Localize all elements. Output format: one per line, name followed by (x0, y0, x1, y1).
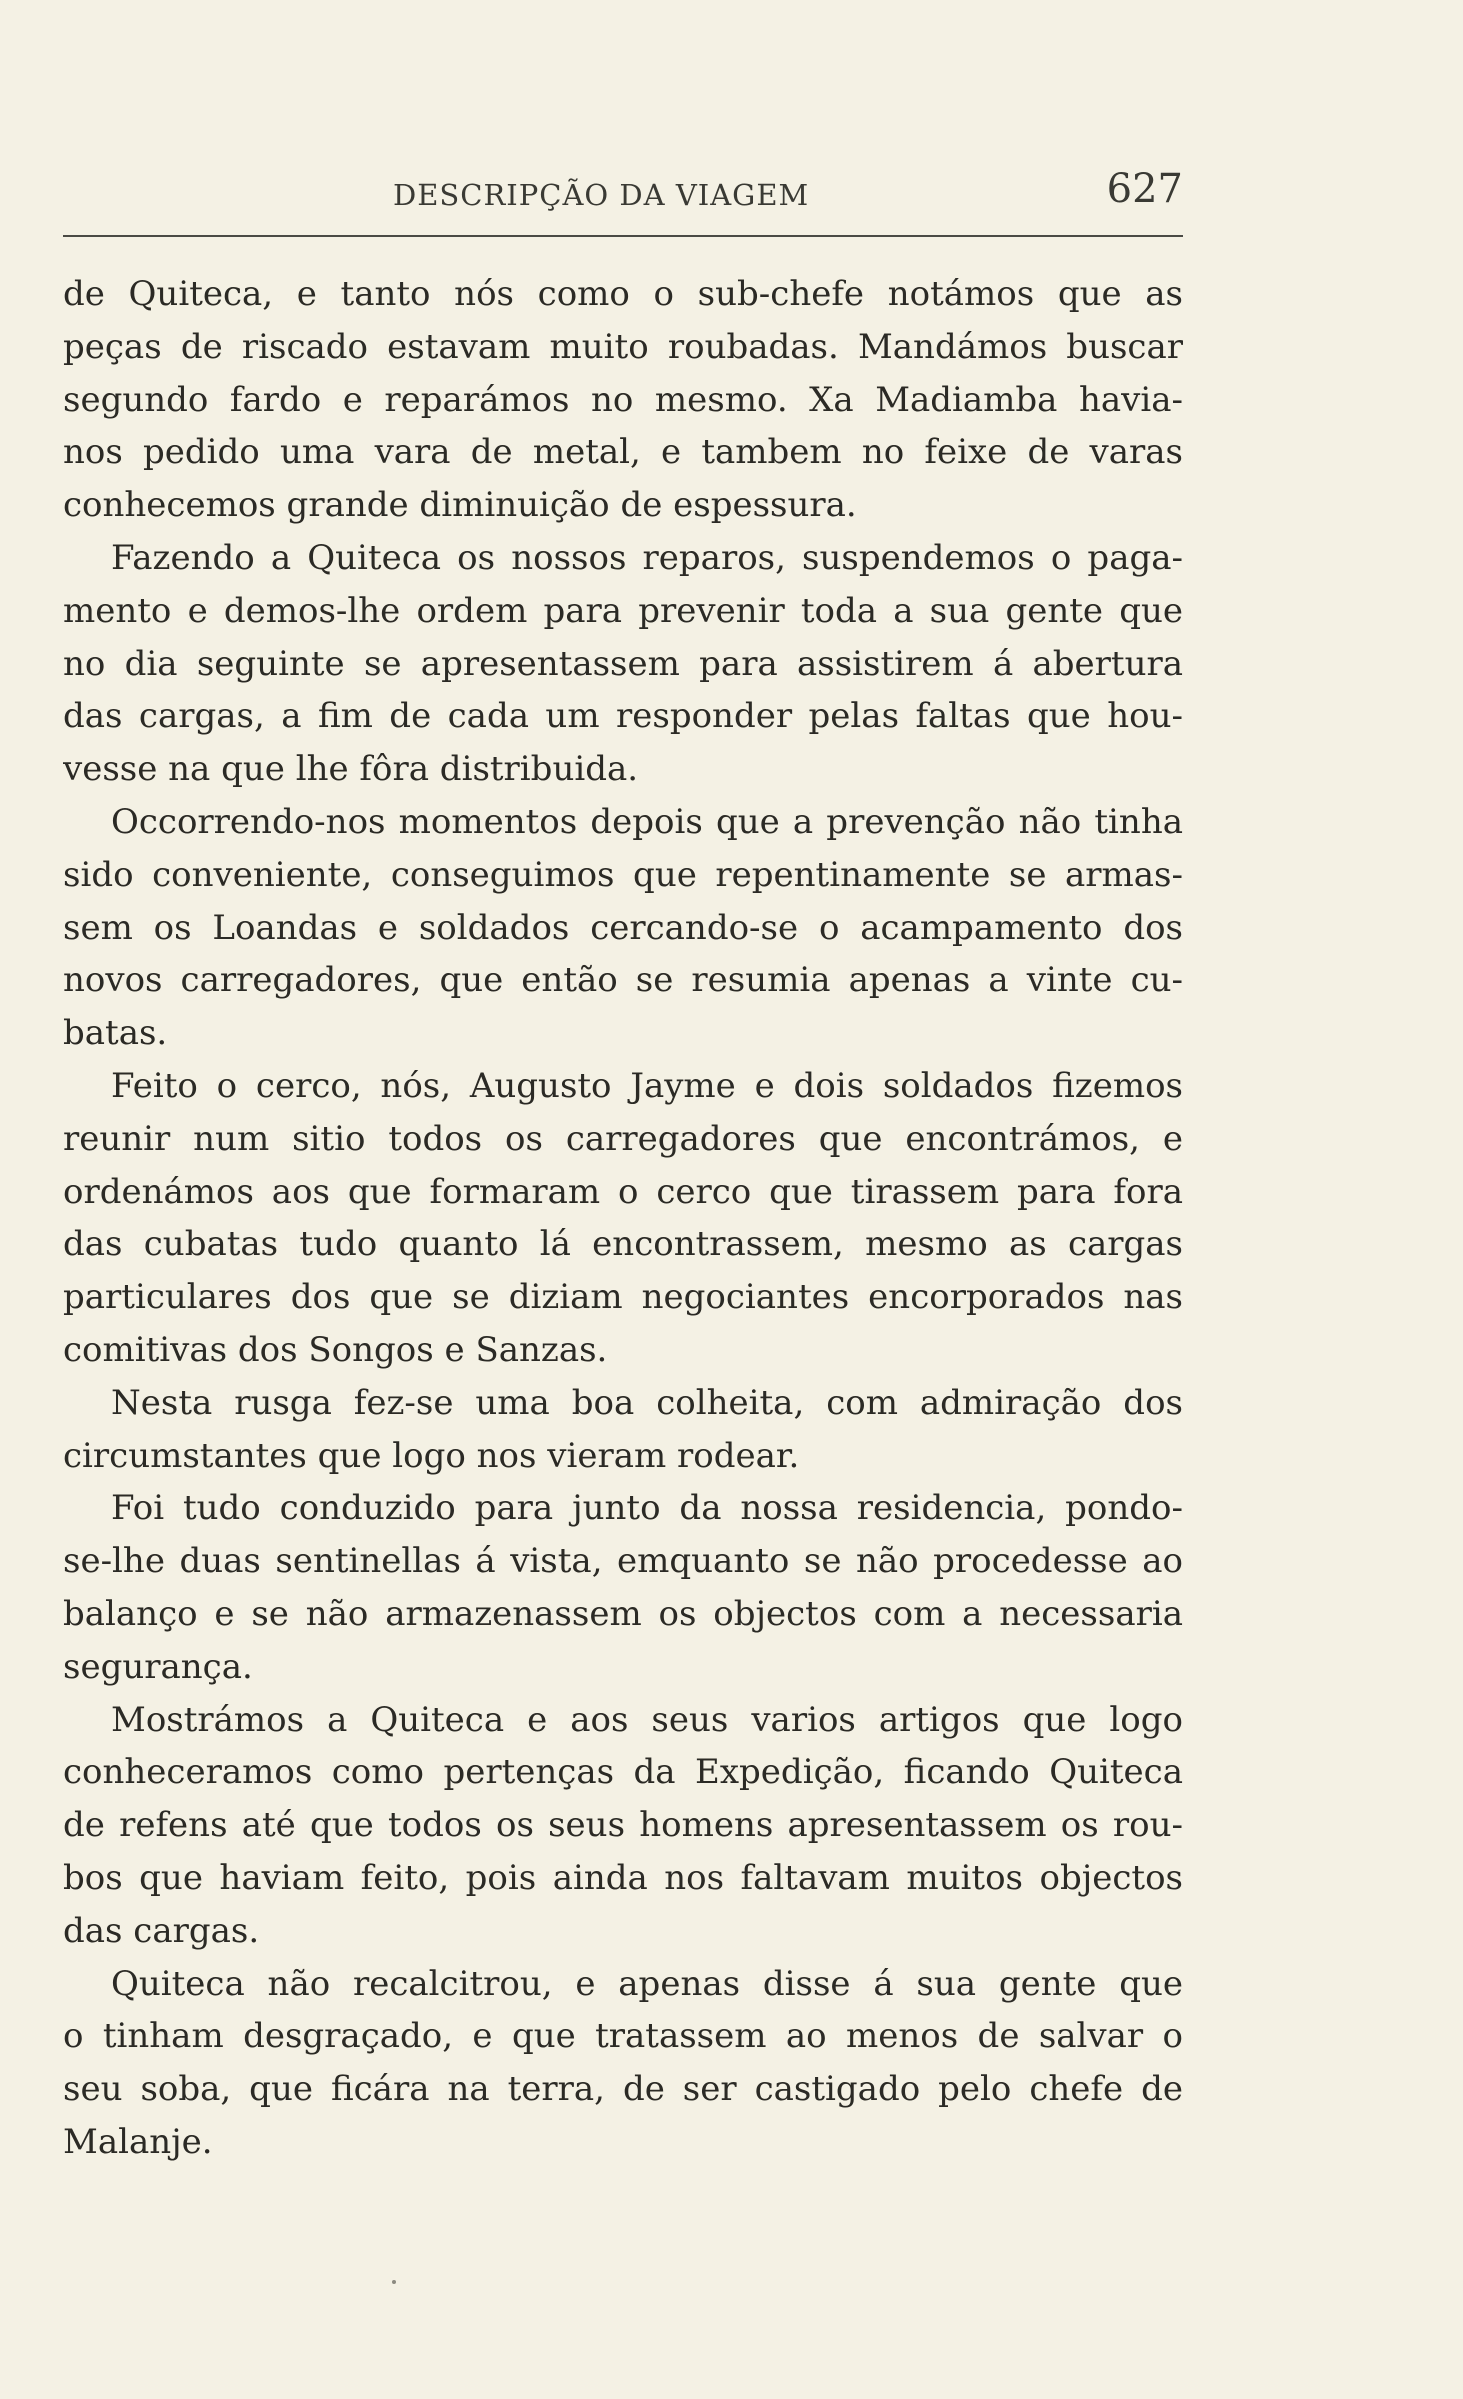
text-line: Mostrámos a Quiteca e aos seus varios artigos que logo (111, 1699, 1183, 1740)
text-line: comitivas dos Songos e Sanzas. (63, 1329, 608, 1370)
text-line: novos carregadores, que então se resumia apenas a vinte cu- (63, 960, 1183, 1001)
text-line: Nesta rusga fez-se uma boa colheita, com admiração dos (111, 1382, 1183, 1423)
text-line: mento e demos-lhe ordem para prevenir toda a sua gente que (63, 590, 1183, 631)
text-line: vesse na que lhe fôra distribuida. (63, 749, 639, 790)
text-line: Feito o cerco, nós, Augusto Jayme e dois soldados fizemos (111, 1065, 1183, 1106)
page-header (63, 166, 1183, 216)
text-line: no dia seguinte se apresentassem para assistirem á abertura (63, 643, 1183, 684)
text-line: batas. (63, 1013, 168, 1054)
text-line: das cargas. (63, 1910, 260, 1951)
text-line: de refens até que todos os seus homens apresentassem os rou- (63, 1805, 1183, 1846)
text-line: circumstantes que logo nos vieram rodear. (63, 1435, 800, 1476)
text-line: nos pedido uma vara de metal, e tambem no feixe de varas (63, 432, 1183, 473)
header-rule (63, 235, 1183, 237)
text-line: reunir num sitio todos os carregadores que encontrámos, e (63, 1118, 1183, 1159)
text-line: segurança. (63, 1646, 253, 1687)
text-line: Foi tudo conduzido para junto da nossa residencia, pondo- (111, 1488, 1183, 1529)
text-line: conhecemos grande diminuição de espessura. (63, 485, 857, 526)
paper-speck (392, 2280, 396, 2284)
text-line: seu soba, que ficára na terra, de ser castigado pelo chefe de (63, 2069, 1183, 2110)
text-line: balanço e se não armazenassem os objectos com a necessaria (63, 1593, 1183, 1634)
text-line: particulares dos que se diziam negociantes encorporados nas (63, 1277, 1183, 1318)
body-text (63, 268, 1183, 2169)
text-line: das cargas, a fim de cada um responder pelas faltas que hou- (63, 696, 1183, 737)
text-line: sido conveniente, conseguimos que repentinamente se armas- (63, 854, 1183, 895)
text-line: de Quiteca, e tanto nós como o sub-chefe notámos que as (63, 274, 1183, 314)
text-line: conheceramos como pertenças da Expedição, ficando Quiteca (63, 1752, 1183, 1793)
text-line: das cubatas tudo quanto lá encontrassem, mesmo as cargas (63, 1224, 1183, 1265)
text-line: Fazendo a Quiteca os nossos reparos, suspendemos o paga- (111, 537, 1183, 578)
text-line: bos que haviam feito, pois ainda nos faltavam muitos objectos (63, 1857, 1183, 1898)
text-line: Occorrendo-nos momentos depois que a prevenção não tinha (111, 801, 1183, 842)
text-line: ordenámos aos que formaram o cerco que tirassem para fora (63, 1171, 1183, 1212)
running-title: DESCRIPÇÃO DA VIAGEM (393, 178, 810, 212)
text-line: sem os Loandas e soldados cercando-se o acampamento dos (63, 907, 1183, 948)
text-line: Quiteca não recalcitrou, e apenas disse á sua gente que (111, 1963, 1183, 2004)
text-line: segundo fardo e reparámos no mesmo. Xa Madiamba havia- (63, 379, 1183, 420)
text-line: peças de riscado estavam muito roubadas. Mandámos buscar (63, 326, 1183, 367)
text-line: se-lhe duas sentinellas á vista, emquanto se não procedesse ao (63, 1541, 1183, 1582)
text-line: o tinham desgraçado, e que tratassem ao menos de salvar o (63, 2016, 1183, 2057)
text-line: Malanje. (63, 2121, 213, 2162)
page-number: 627 (1106, 166, 1183, 212)
